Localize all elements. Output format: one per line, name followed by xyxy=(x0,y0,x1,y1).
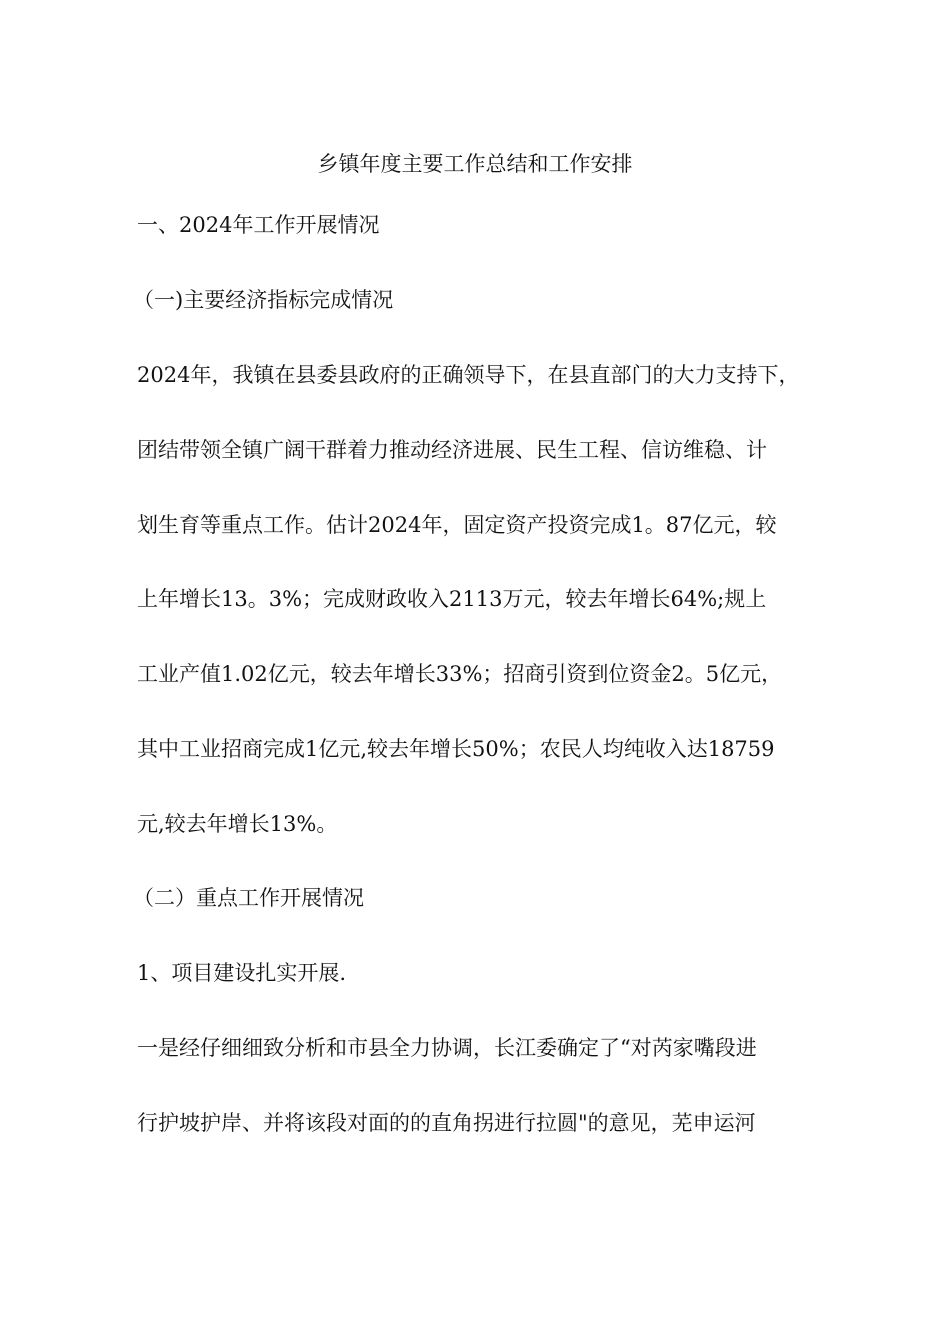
paragraph-line: 划生育等重点工作。估计2024年，固定资产投资完成1。87亿元，较 xyxy=(137,513,777,537)
document-title: 乡镇年度主要工作总结和工作安排 xyxy=(317,152,633,176)
paragraph-line: 工业产值1.02亿元，较去年增长33%；招商引资到位资金2。5亿元， xyxy=(137,662,783,686)
item-heading: 1、项目建设扎实开展. xyxy=(137,961,347,985)
subsection-heading: （二）重点工作开展情况 xyxy=(133,886,364,910)
subsection-heading: （一)主要经济指标完成情况 xyxy=(133,288,394,312)
paragraph-line: 上年增长13。3%；完成财政收入2113万元，较去年增长64%;规上 xyxy=(137,587,767,611)
paragraph-line: 团结带领全镇广阔干群着力推动经济进展、民生工程、信访维稳、计 xyxy=(137,438,767,462)
paragraph-line: 一是经仔细细致分析和市县全力协调，长江委确定了“对芮家嘴段进 xyxy=(137,1036,757,1060)
section-heading: 一、2024年工作开展情况 xyxy=(137,213,380,237)
paragraph-line: 2024年，我镇在县委县政府的正确领导下，在县直部门的大力支持下， xyxy=(137,363,800,387)
paragraph-line: 其中工业招商完成1亿元,较去年增长50%；农民人均纯收入达18759 xyxy=(137,737,775,761)
paragraph-line: 元,较去年增长13%。 xyxy=(137,812,338,836)
paragraph-line: 行护坡护岸、并将该段对面的的直角拐进行拉圆"的意见，芜申运河 xyxy=(137,1111,756,1135)
